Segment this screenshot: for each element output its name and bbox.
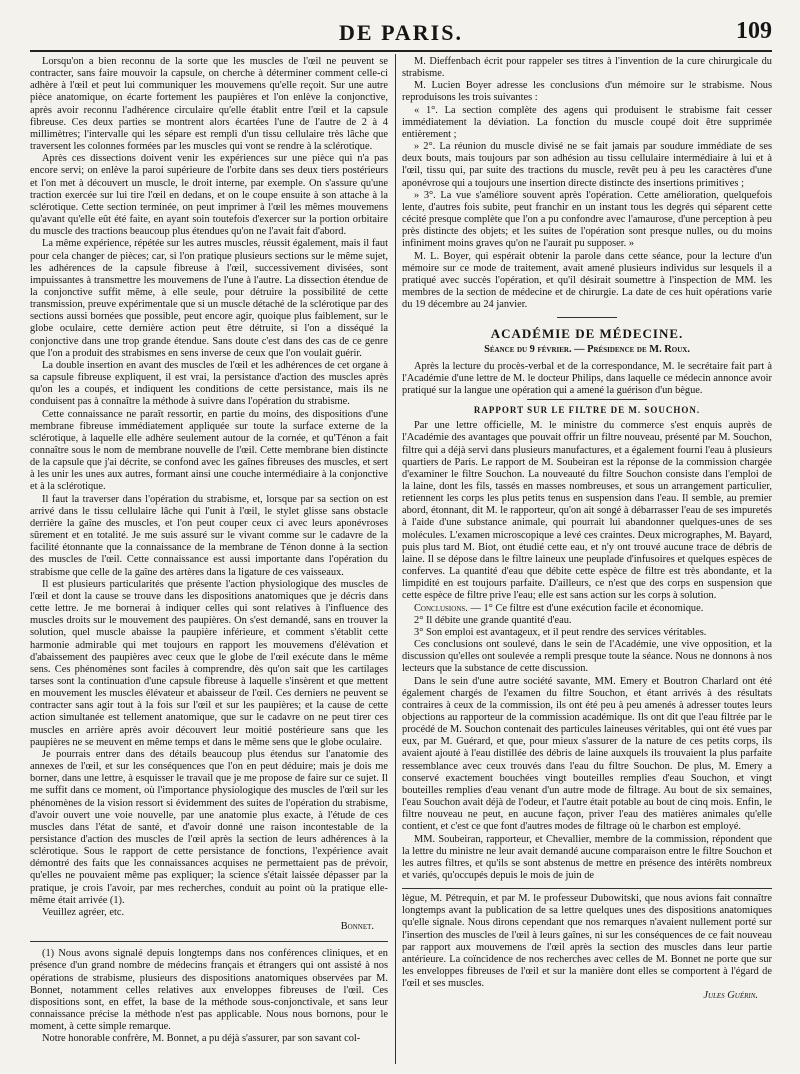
paragraph: Lorsqu'on a bien reconnu de la sorte que les muscles de l'œil ne peuvent se contracter, sans faire mouvoir la capsule, on cherche à déterminer comment celle-ci adhère à l'œil et peut lui communiquer les mouvemens qu'elle reçoit. Sur une autre pièce anatomique, on écarte fortement les paupières et l'on enlève la conjonctive, après avoir reconnu l'adhérence circulaire qu'elle établit entre l'œil et la capsule fibreuse. Ces deux parties se montrent alors écartées l'une de l'autre de 2 à 4 millimètres; l'intervalle qui les sépare est rempli d'un tissu cellulaire très lâche que traversent les colonnes formées par les muscles qui vont se rendre à la sclérotique. [30, 56, 388, 153]
paragraph: Ces conclusions ont soulevé, dans le sein de l'Académie, une vive opposition, et la discussion qu'elles ont soulevée a rempli presque toute la séance. Nous ne donnons à nos lecteurs que la substance de cette discussion. [402, 639, 772, 675]
paragraph: Cette connaissance ne paraît ressortir, en partie du moins, des dispositions d'une membrane fibreuse immédiatement appliquée sur toute la surface externe de la sclérotique, à laquelle elle adhère seulement autour de la cornée, et qu'Ténon a fait connaître sous le nom de membrane nouvelle de l'œil. Cette membrane bien distincte de la capsule que j'ai décrite, se confond avec les gaînes fibreuses des muscles, et sert à les unir les unes aux autres, formant ainsi une couche intermédiaire à la conjonctive et à la sclérotique. [30, 408, 388, 493]
paragraph: Par une lettre officielle, M. le ministre du commerce s'est enquis auprès de l'Académie des avantages que pouvait offrir un filtre nouveau, présenté par M. Souchon, filtre qui a déjà servi dans plusieurs manufactures, et a également fourni l'eau à plusieurs quartiers de Paris. Le rapport de M. Soubeiran est la réponse de la commission chargée d'examiner le filtre Souchon. La nouveauté du filtre Souchon consiste dans l'emploi de la laine, dont les fils, tassés en masses nombreuses, et sous un arrangement particulier, retiennent les corps les plus petits tenus en suspension dans l'eau. Il semble, au premier abord, étonnant, dit M. le rapporteur, qu'on ait songé à débarrasser l'eau de ses impuretés à l'aide d'une substance animale, qui pourrait lui abandonner quelques-unes de ses molécules. L'examen microscopique a levé ces craintes. Deux micrographes, M. Bayard, puis plus tard M. Biot, ont étudié cette eau, et n'y ont trouvé aucune trace de débris de laine. Il se dépose dans le filtre laineux une peuplade d'infusoires et quelques espèces de conferves. La quantité d'eau que débite cette espèce de filtre est très abondante, et la limpidité en est toujours parfaite. D'ailleurs, ce n'est que des corps en suspension que cette espèce de filtre prive l'eau; elle est sans action sur les corps à solution. [402, 420, 772, 602]
section-heading: ACADÉMIE DE MÉDECINE. [490, 326, 684, 342]
paragraph: Dans le sein d'une autre société savante, MM. Emery et Boutron Charlard ont été également chargés de l'examen du filtre Souchon, et étant arrivés à des résultats contraires à ceux de la commission, ils ont été peu à peu amenés à adresser toutes leurs objections au rapporteur de la commission académique. Ils ont dit que l'eau filtrée par le procédé de M. Souchon contenait des particules laineuses véritables, qui ont été vues par eux, par M. Guérard, et que, pour mieux s'assurer de la nature de ces petits corps, ils avaient ajouté à l'eau distillée des débris de laine auxquels ils trouvaient la plus parfaite ressemblance avec ceux trouvés dans l'eau du filtre Souchon. De plus, M. Emery a conservé exactement bouchées vingt bouteilles remplies d'eau Souchon, et vingt bouteilles remplies d'eau venant d'un autre mode de filtrage. Au bout de six semaines, l'eau Souchon avait déjà de l'odeur, et l'autre était potable au bout de cinq mois. Enfin, le filtre nouveau ne peut, en aucune façon, priver l'eau des matières animales qu'elle contient, et c'est ce que font d'autres modes de filtrage où le charbon est employé. [402, 675, 772, 833]
running-title: DE PARIS. [339, 20, 463, 45]
page-header [30, 14, 772, 50]
right-column [402, 56, 772, 1066]
paragraph: Il est plusieurs particularités que présente l'action physiologique des muscles de l'œil et dont la cause se trouve dans les dispositions anatomiques que je décris dans cette lettre. Je me bornerai à indiquer celles qui sont relatives à l'influence des muscles droits sur le mouvement des paupières. On s'est demandé, sans en trouver la solution, quel muscle abaisse la paupière inférieure, et comment s'établit cette harmonie admirable qui met toujours en rapport les mouvemens d'élévation et d'abaissement des paupières avec ceux que le globe de l'œil exécute dans le même sens. Ces phénomènes sont faciles à comprendre, dès qu'on sait que les cartilages tarses sont la continuation d'une capsule fibreuse à laquelle s'insèrent et que mettent en mouvement les muscles élévateur et abaisseur de l'œil. Ces derniers ne peuvent se contracter sans agir tout à la fois sur l'œil et sur les paupières; et la cause de cette action simultanée est tellement anatomique, que sur le cadavre on ne peut tirer ces muscles en arrière après avoir découvert leur moitié postérieure sans que les paupières ne se meuvent en même temps et dans le même sens que le globe oculaire. [30, 578, 388, 748]
footnote-continuation: lègue, M. Pétrequin, et par M. le professeur Dubowitski, que nous avions fait connaître longtemps avant la publication de sa lettre quelques unes des dispositions anatomiques qu'elle signale. Nous dirons cependant que nos remarques n'avaient nullement porté sur l'insertion des muscles de l'œil à leurs gaînes, ni sur les conséquences de ce fait nouveau par rapport aux mouvemens de l'œil après la section des muscles dans leur partie antérieure. La coïncidence de nos recherches avec celles de M. Bonnet ne porte que sur les enveloppes fibreuses de l'œil et sur la manière dont elles se comportent à l'égard de l'œil et ses muscles. [402, 893, 772, 990]
paragraph: Après ces dissections doivent venir les expériences sur une pièce qui n'a pas encore servi; on enlève la paroi supérieure de l'orbite dans ses deux tiers postérieurs et l'on met à découvert un muscle, le droit interne, par exemple. On s'assure qu'une traction exercée sur lui tire l'œil en dedans, et on le coupe ensuite à son attache à la sclérotique. Cette section terminée, on peut imprimer à l'œil les mêmes mouvemens qu'avant qu'elle eût été faite, en ayant soin toutefois d'exercer sur la portion orbitaire du muscle des tractions beaucoup plus étendues qu'on ne l'avait fait d'abord. [30, 153, 388, 238]
paragraph: La double insertion en avant des muscles de l'œil et les adhérences de cet organe à sa capsule fibreuse expliquent, il est vrai, la persistance d'action des muscles après qu'on les a coupés, et indiquent les conditions de cette persistance, mais ils ne conduisent pas à connaître la méthode à suivre dans l'opération du strabisme. [30, 359, 388, 408]
conclusion-item: 2° Il débite une grande quantité d'eau. [414, 614, 572, 626]
paragraph: Il faut la traverser dans l'opération du strabisme, et, lorsque par sa section on est arrivé dans le tissu cellulaire lâche qui l'unit à l'œil, le stylet glisse sans obstacle derrière la gaîne des muscles, et l'on peut couper ceux ci avec leurs aponévroses sûrement et en totalité. Je me suis assuré sur le vivant comme sur le cadavre de la facilité étonnante que la connaissance de la membrane de Ténon donne à la section des muscles de l'œil. Cette connaissance est aussi importante dans l'opération du strabisme que celle de la gaîne des artères dans la ligature de ces vaisseaux. [30, 493, 388, 578]
section-rule [557, 317, 617, 318]
conclusions [402, 603, 772, 615]
paragraph: Après la lecture du procès-verbal et de la correspondance, M. le secrétaire fait part à l'Académie d'une lettre de M. le docteur Philips, dans laquelle ce médecin annonce avoir pratiqué sur la langue une opération qui a amené la guérison d'un bègue. [402, 360, 772, 396]
paragraph: « 1°. La section complète des agens qui produisent le strabisme fait cesser immédiatement la déviation. La fonction du muscle coupé doit être supprimée entièrement ; [402, 104, 772, 140]
conclusion-item: 3° Son emploi est avantageux, et il peut rendre des services véritables. [414, 626, 707, 638]
signature: Jules Guérin. [703, 990, 758, 1002]
session-heading: Séance du 9 février. — Présidence de M. Roux. [484, 344, 690, 356]
paragraph: Je pourrais entrer dans des détails beaucoup plus étendus sur l'anatomie des annexes de l'œil, et sur les conséquences que l'on en peut déduire; mais je dois me borner, dans une lettre, à esquisser le travail que je me propose de faire sur ce sujet. Il me suffit dans ce moment, où l'importance physiologique des muscles de l'œil sur les phénomènes de la vision ressort si évidemment des suites de l'opération du strabisme, d'avoir ouvert une voie nouvelle, par une anatomie plus exacte, à l'étude de ces muscles dans l'état de santé, et d'avoir donné une raison incontestable de la persistance d'action des muscles de l'œil après la section de leurs adhérences à la sclérotique. Sous le rapport de cette persistance de fonctions, l'expérience avait démontré des faits que les connaissances acquises ne permettaient pas de prévoir, qu'elles ne pouvaient même pas expliquer; la science s'était laissée dépasser par la pratique, je crois l'avoir, par mes recherches, conduit au point où la pratique elle-même était arrivée (1). [30, 748, 388, 906]
header-rule [30, 50, 772, 52]
paragraph: » 3°. La vue s'améliore souvent après l'opération. Cette amélioration, quelquefois lente, d'autres fois subite, peut franchir en un instant tous les degrés qui séparent cette cécité presque complète que l'on a pu confondre avec l'amaurose, d'une perception à peu près distincte des objets; et les suites de l'opération sont presque nulles, ou du moins infiniment moins graves qu'on ne l'aurait pu supposer. » [402, 189, 772, 250]
conclusions-label: Conclusions. [414, 602, 468, 614]
footnote-paragraph: Notre honorable confrère, M. Bonnet, a pu déjà s'assurer, par son savant col- [42, 1033, 361, 1045]
footnote-rule [402, 888, 772, 889]
paragraph: » 2°. La réunion du muscle divisé ne se fait jamais par soudure immédiate de ses deux bouts, mais toujours par son adhésion au tissu cellulaire intermédiaire à lui et à l'œil, tissu qui, par suite des tractions du muscle, revêt peu à peu les caractères d'une aponévrose qui a toujours une insertion directe distincte des insertions primitives ; [402, 141, 772, 189]
paragraph: Veuillez agréer, etc. [42, 906, 125, 918]
section-rule [527, 399, 647, 400]
page-number: 109 [736, 18, 772, 44]
conclusion-item: — 1° Ce filtre est d'une exécution facile et économique. [470, 602, 704, 614]
paragraph: MM. Soubeiran, rapporteur, et Chevallier, membre de la commission, répondent que la lettre du ministre ne leur avait demandé aucune comparaison entre le filtre Souchon et les autres filtres, et qu'ils se sont abstenus de mettre en présence des intérêts nombreux et variés, qu'occupés depuis le mois de juin de [402, 833, 772, 881]
paragraph: M. Dieffenbach écrit pour rappeler ses titres à l'invention de la cure chirurgicale du strabisme. [402, 56, 772, 80]
signature: Bonnet. [340, 921, 374, 933]
column-divider [395, 54, 396, 1064]
report-heading: RAPPORT SUR LE FILTRE DE M. SOUCHON. [473, 405, 701, 416]
paragraph: M. L. Boyer, qui espérait obtenir la parole dans cette séance, pour la lecture d'un mémoire sur ce mode de traitement, avait amené plusieurs individus sur lesquels il a pratiqué avec succès l'opération, et qu'il désirait soumettre à l'inspection de MM. les membres de la section de médecine et de chirurgie. La date de ces huit opérations varie du 19 décembre au 24 janvier. [402, 250, 772, 311]
paragraph: M. Lucien Boyer adresse les conclusions d'un mémoire sur le strabisme. Nous reproduisons les trois suivantes : [402, 80, 772, 104]
footnote-paragraph: (1) Nous avons signalé depuis longtemps dans nos conférences cliniques, et en présence d'un grand nombre de médecins français et étrangers qui ont assisté à nos opérations de strabisme, plusieurs des dispositions anatomiques observées par M. Bonnet, notamment celles relatives aux enveloppes fibreuses de l'œil. Ces dispositions sont, en effet, la base de la méthode sous-conjonctivale, et sans leur connaissance précise la méthode n'est pas applicable. Nous nous bornons, pour le moment, à cette simple remarque. [30, 948, 388, 1033]
paragraph: La même expérience, répétée sur les autres muscles, réussit également, mais il faut pour cela changer de pièces; car, si l'on pratique plusieurs sections sur le même sujet, les adhérences de la capsule fibreuse à l'œil, successivement divisées, sont impuissantes à transmettre les mouvemens de l'une à l'autre. La dissection étendue de la conjonctive suffit même, à elle seule, pour détruire la possibilité de cette transmission, preuve expérimentale que si un muscle détaché de la sclérotique par des sections aussi bornées que possible, peut encore agir, quoique plus faiblement, sur le globe oculaire, cette dernière action peut être détruite, si l'on a disséqué la conjonctive dans une trop grande étendue. Sans doute c'est dans des cas de ce genre que l'on a produit des strabismes en sens inverse de ceux que l'on voulait guérir. [30, 238, 388, 359]
left-column [30, 56, 388, 1066]
footnote [30, 941, 388, 1045]
